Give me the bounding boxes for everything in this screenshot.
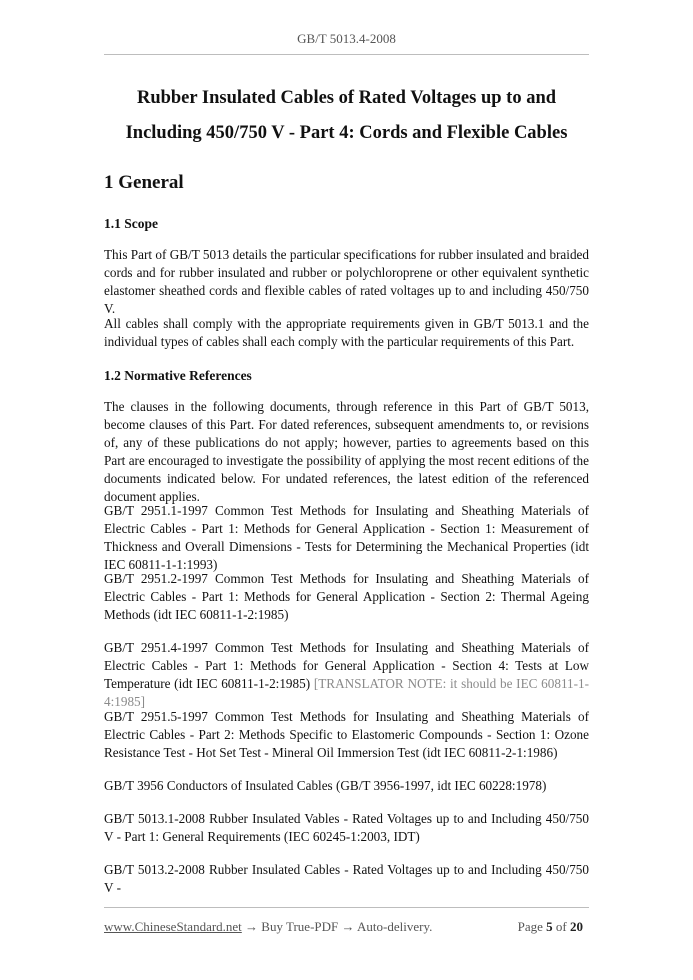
page-indicator bbox=[518, 919, 583, 935]
reference-text: GB/T 2951.4-1997 Common Test Methods for Insulating and Sheathing Materials of Electric Cables - Part 1: Methods for General Application - Section 4: Tests at Low Temperature (idt IEC 60811-1-2:1985) bbox=[104, 640, 589, 691]
page-number: 5 bbox=[546, 919, 553, 934]
arrow-right-icon: → bbox=[245, 919, 259, 934]
auto-delivery-text: Auto-delivery. bbox=[357, 919, 433, 934]
translator-note: [TRANSLATOR NOTE: it should be IEC 60811-1-4:1985] bbox=[104, 676, 590, 709]
scope-paragraph-1: This Part of GB/T 5013 details the particular specifications for rubber insulated and braided cords and for rubber insulated and rubber or polychloroprene or other equivalent synthetic elastomer sheathed cords and flexible cables of rated voltages up to and including 450/750 V. bbox=[104, 247, 589, 316]
arrow-right-icon: → bbox=[341, 919, 355, 934]
page-label: Page bbox=[517, 919, 543, 934]
reference-item: GB/T 5013.2-2008 Rubber Insulated Cables - Rated Voltages up to and Including 450/750 V - bbox=[104, 862, 589, 895]
reference-item: GB/T 3956 Conductors of Insulated Cables (GB/T 3956-1997, idt IEC 60228:1978) bbox=[104, 778, 547, 793]
reference-item: GB/T 2951.5-1997 Common Test Methods for Insulating and Sheathing Materials of Electric Cables - Part 2: Methods Specific to Elastomeric Compounds - Section 1: Ozone Resistance Test - Hot Set Test - Mineral Oil Immersion Test (idt IEC 60811-2-1:1986) bbox=[104, 709, 589, 760]
header-divider bbox=[104, 54, 589, 55]
reference-item bbox=[104, 639, 589, 711]
page-total: 20 bbox=[570, 919, 583, 934]
page-footer bbox=[104, 919, 589, 935]
reference-item: GB/T 2951.2-1997 Common Test Methods for Insulating and Sheathing Materials of Electric Cables - Part 1: Methods for General Application - Section 2: Thermal Ageing Methods (idt IEC 60811-1-2:1985) bbox=[104, 571, 589, 622]
document-title-line-1: Rubber Insulated Cables of Rated Voltages up to and bbox=[136, 88, 557, 108]
subsection-heading-scope: 1.1 Scope bbox=[104, 216, 158, 231]
page-header: GB/T 5013.4-2008 bbox=[297, 31, 396, 46]
site-link[interactable]: www.ChineseStandard.net bbox=[104, 919, 242, 934]
page-of-label: of bbox=[555, 919, 567, 934]
references-intro-paragraph: The clauses in the following documents, through reference in this Part of GB/T 5013, become clauses of this Part. For dated references, subsequent amendments to, or revisions of, any of these publications do not apply; however, parties to agreements based on this Part are encouraged to investigate the possibility of applying the most recent editions of the documents indicated below. For undated references, the latest edition of the referenced document applies. bbox=[104, 399, 589, 504]
buy-true-pdf-text: Buy True-PDF bbox=[261, 919, 339, 934]
section-heading-general: 1 General bbox=[104, 172, 184, 193]
document-title-line-2: Including 450/750 V - Part 4: Cords and Flexible Cables bbox=[125, 123, 568, 143]
reference-item: GB/T 5013.1-2008 Rubber Insulated Vables - Rated Voltages up to and Including 450/750 V - Part 1: General Requirements (IEC 60245-1:2003, IDT) bbox=[104, 811, 589, 844]
scope-paragraph-2: All cables shall comply with the appropriate requirements given in GB/T 5013.1 and the individual types of cables shall each comply with the particular requirements of this Part. bbox=[104, 316, 589, 349]
footer-divider bbox=[104, 907, 589, 908]
subsection-heading-normative-references: 1.2 Normative References bbox=[104, 368, 252, 383]
reference-item: GB/T 2951.1-1997 Common Test Methods for Insulating and Sheathing Materials of Electric Cables - Part 1: Methods for General Application - Section 1: Measurement of Thickness and Overall Dimensions - Tests for Determining the Mechanical Properties (idt IEC 60811-1-1:1993) bbox=[104, 503, 589, 572]
